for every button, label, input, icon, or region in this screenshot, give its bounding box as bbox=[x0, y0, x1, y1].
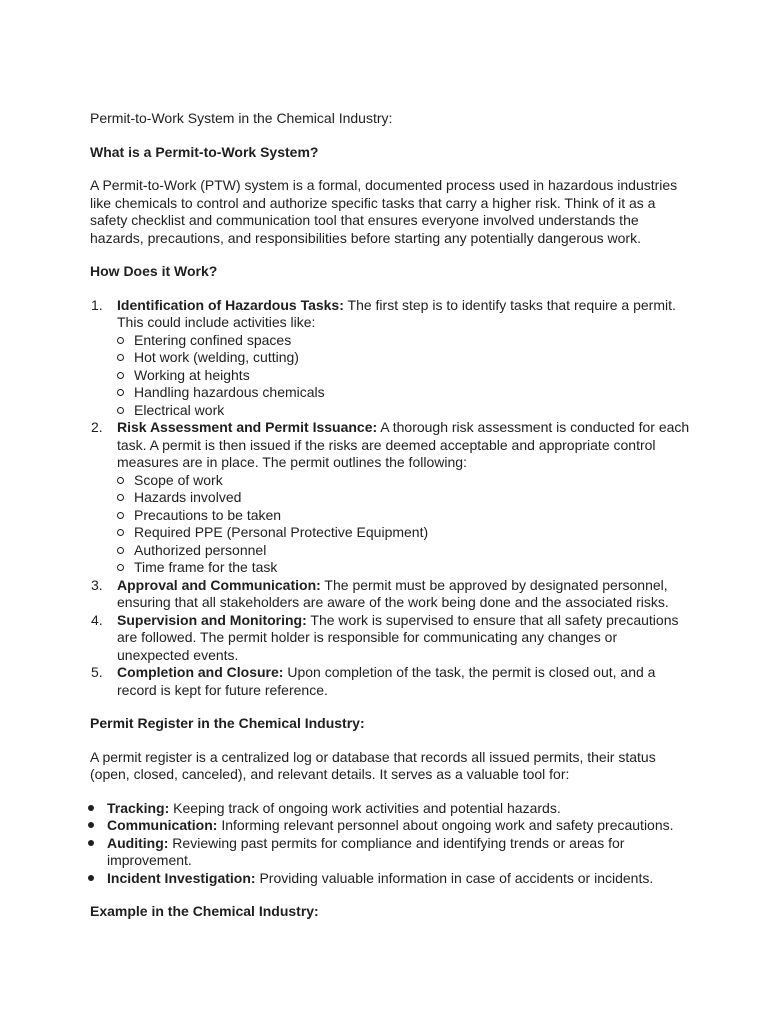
hollow-bullet-icon bbox=[117, 372, 124, 379]
hollow-bullet-icon bbox=[117, 337, 124, 344]
step-item bbox=[90, 419, 690, 577]
sub-list-item bbox=[117, 332, 690, 350]
sub-list-item bbox=[117, 367, 690, 385]
step-item bbox=[90, 612, 690, 665]
hollow-bullet-icon bbox=[117, 407, 124, 414]
step-text: A thorough risk assessment is conducted for each task. A permit is then issued if the risks are deemed acceptable and appropriate control measures are in place. The permit outlines the following: bbox=[117, 419, 690, 470]
sub-list-item bbox=[117, 559, 690, 577]
paragraph-permit-register: A permit register is a centralized log or database that records all issued permits, their status (open, closed, canceled), and relevant details. It serves as a valuable tool for: bbox=[90, 748, 656, 782]
item-label: Auditing: bbox=[107, 834, 169, 851]
heading-how-it-works: How Does it Work? bbox=[90, 263, 218, 279]
sub-list-item bbox=[117, 402, 690, 420]
hollow-bullet-icon bbox=[117, 389, 124, 396]
sub-list-item bbox=[117, 507, 690, 525]
list-item bbox=[90, 870, 690, 888]
hollow-bullet-icon bbox=[117, 547, 124, 554]
sub-list-item bbox=[117, 349, 690, 367]
bullet-icon bbox=[88, 840, 94, 846]
list-item bbox=[90, 835, 690, 870]
list-item bbox=[90, 800, 690, 818]
heading-permit-register: Permit Register in the Chemical Industry: bbox=[90, 715, 365, 731]
sub-list-item bbox=[117, 472, 690, 490]
item-text: Reviewing past permits for compliance and identifying trends or areas for improvement. bbox=[107, 834, 625, 868]
step-number: 1. bbox=[91, 296, 103, 313]
step-label: Risk Assessment and Permit Issuance: bbox=[117, 419, 378, 435]
step-label: Approval and Communication: bbox=[117, 576, 321, 593]
item-label: Communication: bbox=[107, 817, 218, 833]
sub-list bbox=[117, 472, 690, 577]
sub-item-text: Time frame for the task bbox=[134, 559, 278, 575]
hollow-bullet-icon bbox=[117, 477, 124, 484]
step-number: 3. bbox=[91, 576, 103, 593]
hollow-bullet-icon bbox=[117, 354, 124, 361]
sub-item-text: Working at heights bbox=[134, 366, 250, 383]
bullet-icon bbox=[88, 875, 94, 881]
sub-item-text: Entering confined spaces bbox=[134, 331, 292, 348]
step-text: Upon completion of the task, the permit is closed out, and a record is kept for future reference. bbox=[117, 664, 656, 698]
step-label: Completion and Closure: bbox=[117, 664, 284, 680]
sub-item-text: Hazards involved bbox=[134, 489, 242, 505]
sub-list bbox=[117, 332, 690, 420]
paragraph-ptw-definition: A Permit-to-Work (PTW) system is a formal, documented process used in hazardous industries like chemicals to control and authorize specific tasks that carry a higher risk. Think of it as a safety checklist and communication tool that ensures everyone involved understands the hazards, precautions, and responsibilities before starting any potentially dangerous work. bbox=[90, 177, 678, 246]
item-text: Keeping track of ongoing work activities and potential hazards. bbox=[169, 799, 561, 816]
heading-what-is-ptw: What is a Permit-to-Work System? bbox=[90, 143, 319, 160]
step-number: 5. bbox=[91, 664, 103, 680]
sub-item-text: Authorized personnel bbox=[134, 541, 267, 558]
step-label: Supervision and Monitoring: bbox=[117, 611, 307, 628]
step-text: The work is supervised to ensure that all safety precautions are followed. The permit holder is responsible for communicating any changes or unexpected events. bbox=[117, 611, 679, 663]
item-text: Providing valuable information in case of accidents or incidents. bbox=[255, 869, 654, 886]
hollow-bullet-icon bbox=[117, 512, 124, 519]
sub-list-item bbox=[117, 384, 690, 402]
hollow-bullet-icon bbox=[117, 494, 124, 501]
item-label: Incident Investigation: bbox=[107, 869, 256, 886]
sub-item-text: Required PPE (Personal Protective Equipment) bbox=[134, 524, 429, 540]
step-item bbox=[90, 297, 690, 420]
item-label: Tracking: bbox=[107, 799, 170, 816]
sub-item-text: Precautions to be taken bbox=[134, 506, 282, 523]
step-number: 2. bbox=[91, 419, 103, 435]
sub-item-text: Handling hazardous chemicals bbox=[134, 384, 325, 400]
step-item bbox=[90, 577, 690, 612]
sub-list-item bbox=[117, 542, 690, 560]
step-text: The permit must be approved by designated personnel, ensuring that all stakeholders are aware of the work being done and the associated risks. bbox=[117, 576, 669, 610]
sub-item-text: Scope of work bbox=[134, 471, 223, 488]
bullet-icon bbox=[88, 805, 94, 811]
sub-item-text: Electrical work bbox=[134, 401, 225, 418]
list-item bbox=[90, 817, 690, 835]
step-text: The first step is to identify tasks that require a permit. This could include activities like: bbox=[117, 296, 676, 330]
heading-example: Example in the Chemical Industry: bbox=[90, 903, 319, 919]
bullet-icon bbox=[88, 822, 94, 828]
register-uses-list bbox=[90, 800, 690, 888]
document-title: Permit-to-Work System in the Chemical Industry: bbox=[90, 110, 393, 126]
steps-list bbox=[90, 297, 690, 700]
hollow-bullet-icon bbox=[117, 564, 124, 571]
step-item bbox=[90, 664, 690, 699]
item-text: Informing relevant personnel about ongoing work and safety precautions. bbox=[217, 817, 674, 833]
sub-list-item bbox=[117, 524, 690, 542]
sub-item-text: Hot work (welding, cutting) bbox=[134, 349, 299, 365]
sub-list-item bbox=[117, 489, 690, 507]
document-body bbox=[90, 110, 690, 937]
step-number: 4. bbox=[91, 611, 103, 628]
step-label: Identification of Hazardous Tasks: bbox=[117, 296, 344, 313]
hollow-bullet-icon bbox=[117, 529, 124, 536]
